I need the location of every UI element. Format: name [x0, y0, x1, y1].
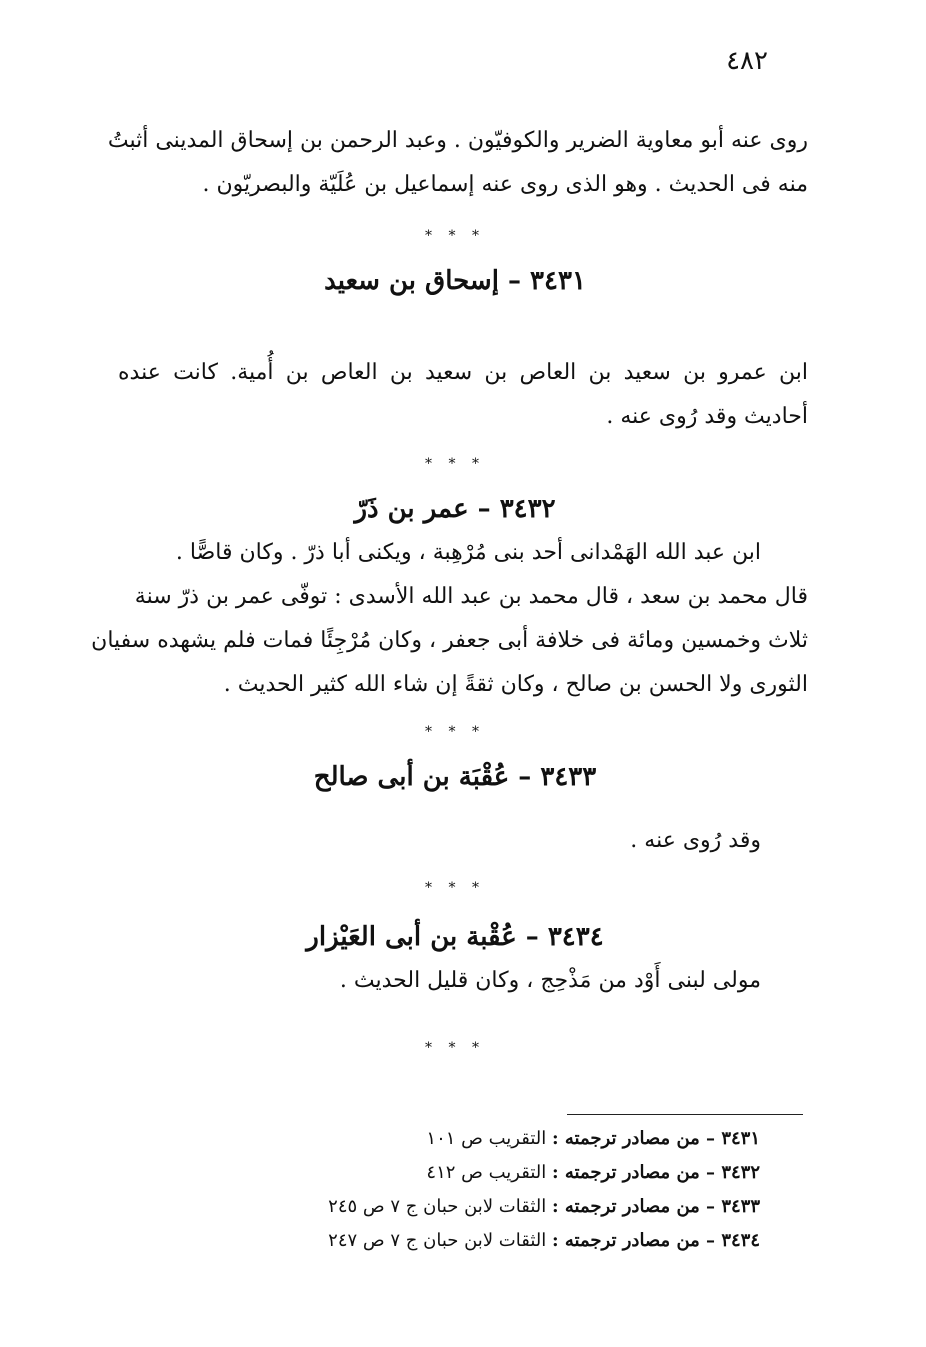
separator-2: * * *: [425, 456, 485, 472]
footnote-3433: [328, 1196, 760, 1217]
separator-5: * * *: [425, 1040, 485, 1056]
entry-3431-line-2: أحاديث وقد رُوى عنه .: [606, 404, 808, 429]
entry-heading-3431: ٣٤٣١ – إسحاق بن سعيد: [324, 266, 586, 296]
footnote-label: ٣٤٣٢ – من مصادر ترجمته :: [552, 1162, 760, 1183]
entry-3432-line-2: قال محمد بن سعد ، قال محمد بن عبد الله الأسدى : توفّى عمر بن ذرّ سنة: [134, 584, 808, 609]
entry-3432-line-3: ثلاث وخمسين ومائة فى خلافة أبى جعفر ، وكان مُرْجِئًا فمات فلم يشهده سفيان: [91, 628, 808, 653]
intro-line-2: منه فى الحديث . وهو الذى روى عنه إسماعيل بن عُلَيّة والبصريّون .: [202, 172, 808, 197]
footnote-text: الثقات لابن حبان ج ٧ ص ٢٤٥: [328, 1196, 547, 1217]
entry-heading-3434: ٣٤٣٤ – عُقْبة بن أبى العَيْزار: [306, 922, 604, 952]
entry-3434-line-1: مولى لبنى أَوْد من مَذْحِج ، وكان قليل الحديث .: [339, 968, 761, 993]
footnote-rule: [567, 1114, 803, 1115]
footnote-text: التقريب ص ١٠١: [426, 1128, 547, 1149]
entry-3432-line-4: الثورى ولا الحسن بن صالح ، وكان ثقةً إن شاء الله كثير الحديث .: [223, 672, 808, 697]
footnote-3432: [426, 1162, 760, 1183]
footnote-3434: [328, 1230, 760, 1251]
page-number: ٤٨٢: [726, 46, 768, 76]
entry-heading-3433: ٣٤٣٣ – عُقْبَة بن أبى صالح: [313, 762, 597, 792]
separator-4: * * *: [425, 880, 485, 896]
footnote-text: التقريب ص ٤١٢: [426, 1162, 547, 1183]
footnote-label: ٣٤٣٤ – من مصادر ترجمته :: [552, 1230, 760, 1251]
footnote-label: ٣٤٣٣ – من مصادر ترجمته :: [552, 1196, 760, 1217]
entry-3432-line-1: ابن عبد الله الهَمْدانى أحد بنى مُرْهِبة ، ويكنى أبا ذرّ . وكان قاصًّا .: [175, 540, 761, 565]
entry-3431-line-1: ابن عمرو بن سعيد بن العاص بن سعيد بن العاص بن أُمية. كانت عنده: [118, 360, 809, 385]
entry-3433-line-1: وقد رُوى عنه .: [630, 828, 761, 853]
footnote-label: ٣٤٣١ – من مصادر ترجمته :: [552, 1128, 760, 1149]
separator-3: * * *: [425, 724, 485, 740]
entry-heading-3432: ٣٤٣٢ – عمر بن ذَرّ: [354, 494, 556, 524]
separator-1: * * *: [425, 228, 485, 244]
footnote-text: الثقات لابن حبان ج ٧ ص ٢٤٧: [328, 1230, 547, 1251]
footnote-3431: [426, 1128, 760, 1149]
intro-line-1: روى عنه أبو معاوية الضرير والكوفيّون . وعبد الرحمن بن إسحاق المدينى أثبتُ: [107, 128, 808, 153]
